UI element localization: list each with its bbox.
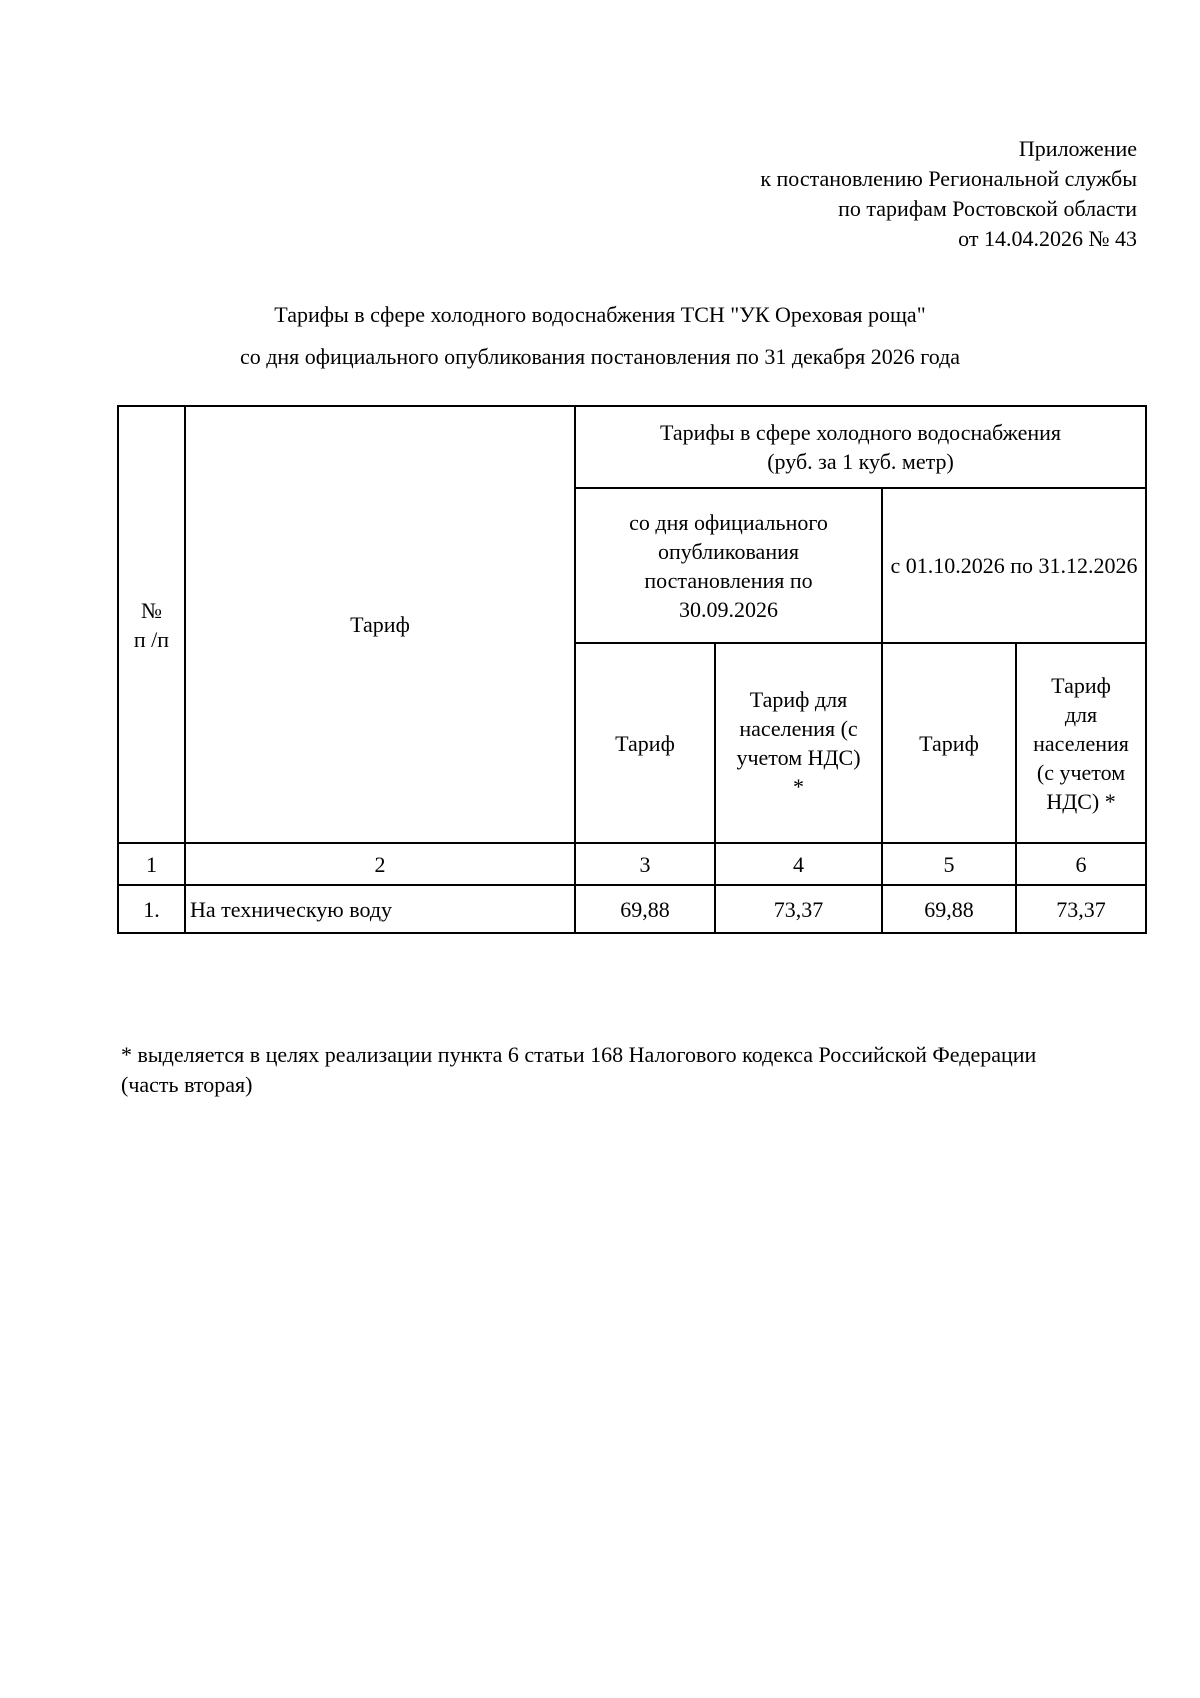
- header-group-cell: [575, 406, 1146, 488]
- row-tariff-name: На техническую воду: [185, 885, 575, 933]
- column-number-2: 2: [185, 843, 575, 885]
- header-sub-population-2: Тариф для населения (с учетом НДС) *: [1016, 643, 1146, 843]
- document-title: Тарифы в сфере холодного водоснабжения ТСН "УК Ореховая роща": [274, 302, 926, 327]
- header-period-1: со дня официального опубликования постановления по 30.09.2026: [575, 488, 882, 643]
- column-number-3: 3: [575, 843, 715, 885]
- table-column-numbers-row: [118, 843, 1146, 885]
- footnote: [121, 1040, 1161, 1100]
- column-number-6: 6: [1016, 843, 1146, 885]
- appendix-line-1: Приложение: [1018, 136, 1137, 161]
- header-sub-population-1: Тариф для населения (с учетом НДС) *: [715, 643, 882, 843]
- appendix-line-4: от 14.04.2026 № 43: [958, 226, 1137, 251]
- table-header-row-1: [118, 406, 1146, 488]
- row-tariff-period-2: 69,88: [882, 885, 1016, 933]
- column-number-5: 5: [882, 843, 1016, 885]
- table-row: [118, 885, 1146, 933]
- header-number-symbol: №: [141, 597, 162, 623]
- footnote-line-1: * выделяется в целях реализации пункта 6 статьи 168 Налогового кодекса Российской Федерации: [121, 1042, 1037, 1067]
- row-tariff-period-1: 69,88: [575, 885, 715, 933]
- header-group-title: Тарифы в сфере холодного водоснабжения: [660, 420, 1061, 445]
- footnote-line-2: (часть вторая): [121, 1072, 253, 1097]
- header-number-cell: [118, 406, 185, 843]
- column-number-1: 1: [118, 843, 185, 885]
- appendix-block: [577, 134, 1137, 254]
- header-group-unit: (руб. за 1 куб. метр): [767, 449, 954, 474]
- row-population-period-2: 73,37: [1016, 885, 1146, 933]
- header-number-abbr: п /п: [133, 626, 170, 652]
- header-tariff-cell: Тариф: [185, 406, 575, 843]
- header-period-2: с 01.10.2026 по 31.12.2026: [882, 488, 1146, 643]
- header-sub-tariff-1: Тариф: [575, 643, 715, 843]
- row-population-period-1: 73,37: [715, 885, 882, 933]
- tariffs-table: [117, 405, 1147, 934]
- appendix-line-2: к постановлению Региональной службы: [760, 166, 1137, 191]
- document-subtitle: со дня официального опубликования постановления по 31 декабря 2026 года: [239, 344, 961, 369]
- header-sub-tariff-2: Тариф: [882, 643, 1016, 843]
- appendix-line-3: по тарифам Ростовской области: [838, 196, 1137, 221]
- column-number-4: 4: [715, 843, 882, 885]
- row-number: 1.: [118, 885, 185, 933]
